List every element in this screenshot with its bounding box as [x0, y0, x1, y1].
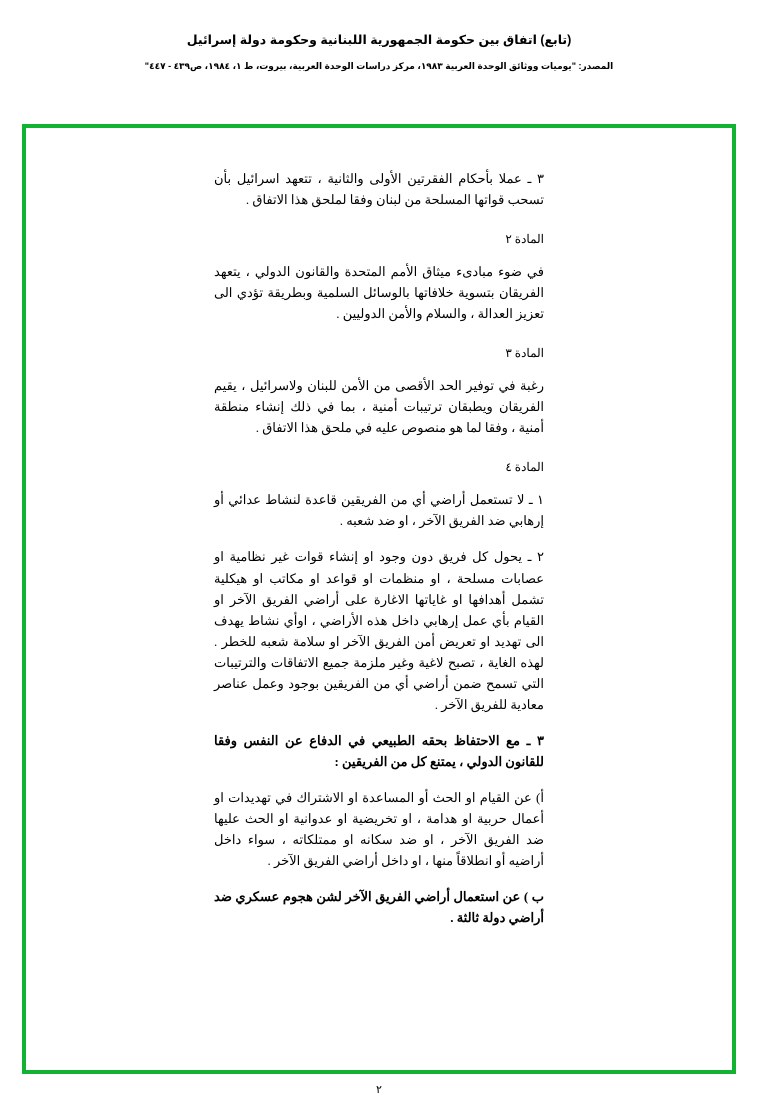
article-4-heading: المادة ٤: [505, 460, 544, 475]
clause-4-2: ٢ ـ يحول كل فريق دون وجود او إنشاء قوات غير نظامية او عصابات مسلحة ، او منظمات او قواعد او مكاتب او هيكلية تشمل أهدافها او غاياتها الاغارة على أراضي الفريق الآخر او القيام بأي عمل إرهابي داخل هذه الأراضي ، اوأي نشاط يهدف الى تهديد او تعريض أمن الفريق الآخر او سلامة شعبه للخطر . لهذه الغاية ، تصبح لاغية وغير ملزمة جميع الاتفاقات والترتيبات التي تسمح ضمن أراضي أي من الفريقين بوجود وعمل عناصر معادية للفريق الآخر .: [214, 549, 544, 712]
article-2-heading: المادة ٢: [505, 232, 544, 247]
green-border-frame: [22, 124, 736, 1074]
article-3-heading: المادة ٣: [505, 346, 544, 361]
clause-4-1: ١ ـ لا تستعمل أراضي أي من الفريقين قاعدة لنشاط عدائي أو إرهابي ضد الفريق الآخر ، او ضد شعبه .: [214, 492, 544, 529]
clause-4-3-b: ب ) عن استعمال أراضي الفريق الآخر لشن هجوم عسكري ضد أراضي دولة ثالثة .: [214, 889, 544, 926]
article-2-body: في ضوء مبادىء ميثاق الأمم المتحدة والقانون الدولي ، يتعهد الفريقان بتسوية خلافاتها بالوسائل السلمية وبطريقة تؤدي الى تعزيز العدالة ، والسلام والأمن الدوليين .: [214, 264, 544, 322]
clause-1-3: ٣ ـ عملا بأحكام الفقرتين الأولى والثانية ، تتعهد اسرائيل بأن تسحب قواتها المسلحة من لبنان وفقا لملحق هذا الاتفاق .: [214, 171, 544, 208]
document-title: (تابع) اتفاق بين حكومة الجمهورية اللبنانية وحكومة دولة إسرائيل: [186, 33, 572, 47]
clause-4-3: ٣ ـ مع الاحتفاظ بحقه الطبيعي في الدفاع عن النفس وفقا للقانون الدولي ، يمتنع كل من الفريقين :: [214, 732, 544, 769]
document-page: [0, 32, 758, 1110]
article-3-body: رغبة في توفير الحد الأقصى من الأمن للبنان ولاسرائيل ، يقيم الفريقان ويطبقان ترتيبات أمنية ، بما في ذلك إنشاء منطقة أمنية ، وفقا لما هو منصوص عليه في ملحق هذا الاتفاق .: [214, 378, 544, 436]
page-number: ٢: [376, 1084, 382, 1096]
clause-4-3-a: أ) عن القيام او الحث أو المساعدة او الاشتراك في تهديدات او أعمال حربية او هدامة ، او تخريضية او عدوانية او الحث عليها ضد الفريق الآخر ، او ضد سكانه او ممتلكاته ، سواء داخل أراضيه أو انطلاقاً منها ، او داخل أراضي الفريق الآخر .: [214, 789, 544, 869]
text-column: [214, 148, 544, 928]
document-body: [56, 148, 702, 1056]
document-source-line: المصدر: "يوميات ووثائق الوحدة العربية ١٩٨٣، مركز دراسات الوحدة العربية، بيروت، ط ١، ١٩٨٤، ص٤٣٩ - ٤٤٧": [144, 61, 614, 71]
